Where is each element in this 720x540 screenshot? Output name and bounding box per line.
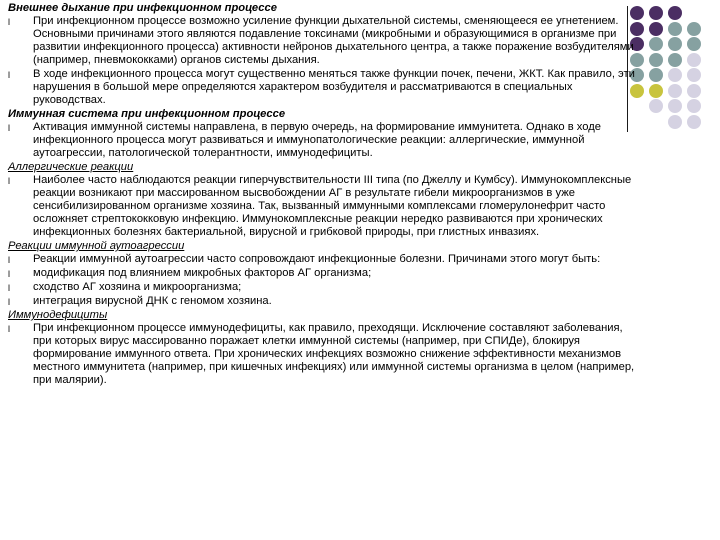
decorative-dot: [649, 68, 663, 82]
bullet-icon: l: [8, 269, 10, 279]
decorative-dot: [649, 99, 663, 113]
decorative-dot: [668, 6, 682, 20]
list-item: [8, 121, 638, 160]
bullet-icon: l: [8, 324, 10, 334]
slide-content: [8, 2, 638, 388]
decorative-dot: [687, 115, 701, 129]
decorative-dot: [687, 37, 701, 51]
list-item-text: Наиболее часто наблюдаются реакции гиперчувствительности III типа (по Джеллу и Кумбсу). Иммунокомплексные реакции возникают при массированном высвобождении АГ в результате гибели микроорганизмов в уже сенсибилизированном организме хозяина. Так, вызванный иммунными комплексами гломерулонефрит часто осложняет стрептококковую инфекцию. Иммунокомплексные реакции нередко развиваются при хронических инфекционных болезнях бактериальной, вирусной и грибковой природы, при глистных инвазиях.: [33, 174, 632, 238]
decorative-dot: [668, 99, 682, 113]
list-item-text: В ходе инфекционного процесса могут существенно меняться также функции почек, печени, ЖКТ. Как правило, эти нарушения в большой мере определяются характером возбудителя и рассматриваются в специальных руководствах.: [33, 68, 635, 106]
decorative-dot: [668, 37, 682, 51]
section-title-immune-system: Иммунная система при инфекционном процессе: [8, 108, 286, 120]
decorative-dot-grid: [630, 6, 720, 136]
subsection-title-immunodeficiency: Иммунодефициты: [8, 309, 108, 321]
bullet-icon: l: [8, 176, 10, 186]
list-item: [8, 15, 638, 67]
list-item: [8, 68, 638, 107]
bullet-icon: l: [8, 297, 10, 307]
list-item: [8, 281, 638, 294]
decorative-dot: [668, 84, 682, 98]
list-item: [8, 322, 638, 387]
bullet-icon: l: [8, 70, 10, 80]
list-item-text: Активация иммунной системы направлена, в первую очередь, на формирование иммунитета. Однако в ходе инфекционного процесса могут развиваться и иммунопатологические реакции: аллергические, иммунной аутоагрессии, патологической толерантности, иммунодефициты.: [33, 121, 601, 159]
list-item: [8, 267, 638, 280]
decorative-dot: [649, 53, 663, 67]
decorative-dot: [649, 84, 663, 98]
list-item: [8, 253, 638, 266]
decorative-dot: [668, 115, 682, 129]
decorative-dot: [668, 68, 682, 82]
list-item-text: сходство АГ хозяина и микроорганизма;: [33, 281, 242, 293]
bullet-icon: l: [8, 123, 10, 133]
decorative-dot: [687, 53, 701, 67]
decorative-dot: [687, 99, 701, 113]
decorative-dot: [649, 22, 663, 36]
bullet-icon: l: [8, 255, 10, 265]
list-item-text: Реакции иммунной аутоагрессии часто сопровождают инфекционные болезни. Причинами этого могут быть:: [33, 253, 601, 265]
decorative-dot: [668, 53, 682, 67]
list-item: [8, 174, 638, 239]
decorative-dot: [687, 22, 701, 36]
decorative-dot: [687, 68, 701, 82]
decorative-dot: [668, 22, 682, 36]
section-title-breathing: Внешнее дыхание при инфекционном процессе: [8, 2, 277, 14]
bullet-icon: l: [8, 283, 10, 293]
list-item-text: интеграция вирусной ДНК с геномом хозяина.: [33, 295, 272, 307]
bullet-icon: l: [8, 17, 10, 27]
subsection-title-allergic: Аллергические реакции: [8, 161, 134, 173]
decorative-dot: [687, 84, 701, 98]
list-item: [8, 295, 638, 308]
list-item-text: При инфекционном процессе иммунодефициты, как правило, преходящи. Исключение составляют заболевания, при которых вирус массированно поражает клетки иммунной системы (например, при СПИДе), блокируя формирование иммунного ответа. При хронических инфекциях возможно снижение эффективности механизмов местного иммунитета (например, при кишечных инфекциях) или иммунной системы организма в целом (например, при малярии).: [33, 322, 635, 386]
decorative-dot: [649, 6, 663, 20]
subsection-title-autoaggression: Реакции иммунной аутоагрессии: [8, 240, 185, 252]
list-item-text: При инфекционном процессе возможно усиление функции дыхательной системы, сменяющееся ее угнетением. Основными причинами этого являются подавление токсинами (микробными и образующимися в организме при развитии инфекционного процесса) активности нейронов дыхательного центра, а также поражение возбудителями (например, пневмококками) органов системы дыхания.: [33, 15, 634, 66]
list-item-text: модификация под влиянием микробных факторов АГ организма;: [33, 267, 372, 279]
decorative-dot: [649, 37, 663, 51]
